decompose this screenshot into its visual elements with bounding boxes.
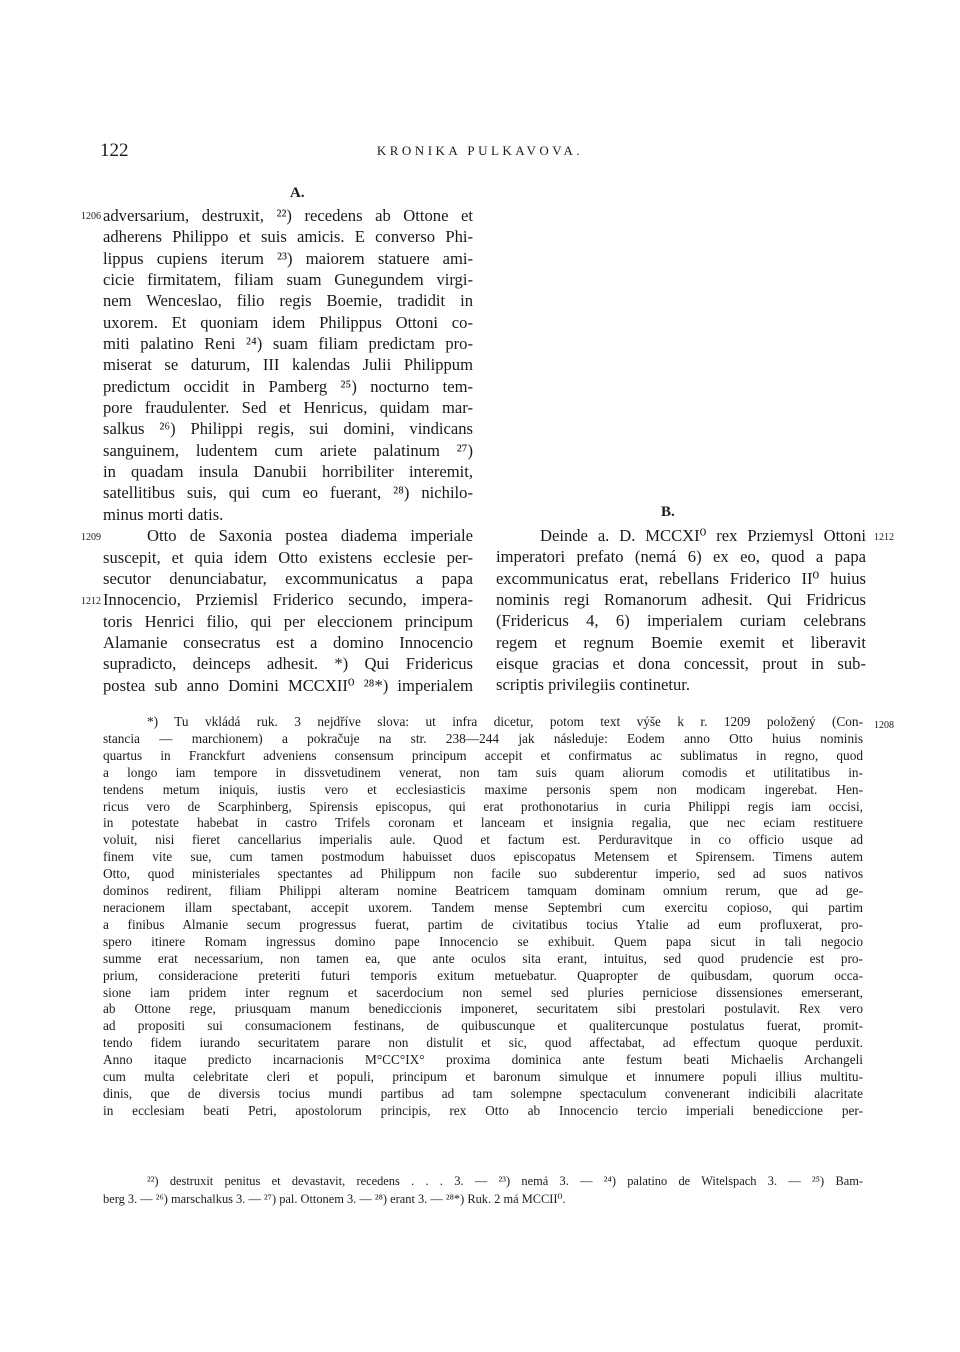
- note-line: ad propositi sui consumacionem festinans, de quibuscunque et qualitercunque postulatus fuerat, promit-: [103, 1018, 863, 1034]
- margin-year-1209: 1209: [81, 532, 101, 543]
- text-line: secutor denunciabatur, excommunicatus a papa: [103, 568, 473, 588]
- note-line: sione iam pridem inter regnum et sacerdocium non semel sed pluries perniciose dissensiones emerserant,: [103, 984, 863, 1000]
- column-b-text: [496, 525, 866, 696]
- note-line: cum multa celebritate cleri et populi, principum et baronum simulque et innumere populi illius multitu-: [103, 1069, 863, 1085]
- note-line: finem vite sue, cum tamen postmodum habuisset duos episcopatus Metensem et Spirensem. Timens autem: [103, 849, 863, 865]
- column-b-heading: B.: [661, 504, 675, 520]
- margin-year-1206: 1206: [81, 211, 101, 222]
- text-line: regem et regnum Boemie exemit et liberavit: [496, 632, 866, 652]
- text-line: Alamanie consecratus est a domino Innocencio: [103, 632, 473, 652]
- text-line: miti palatino Reni ²⁴) suam filiam predictam pro-: [103, 334, 473, 354]
- text-line: scriptis privilegiis continetur.: [496, 675, 691, 695]
- margin-year-1208: 1208: [874, 720, 894, 731]
- text-line: adherens Philippo et suis amicis. E converso Phi-: [103, 227, 473, 247]
- text-line: nominis regi Romanorum adhesit. Qui Fridricus: [496, 590, 866, 610]
- text-line: nem Wenceslao, filio regis Boemie, tradidit in: [103, 291, 473, 311]
- margin-year-1212-left: 1212: [81, 596, 101, 607]
- text-line: suscepit, et quia idem Otto existens ecclesie per-: [103, 547, 473, 567]
- text-line: postea sub anno Domini MCCXII⁰ ²⁸*) imperialem: [103, 675, 473, 695]
- note-line: quartus in Franckfurt adveniens consensum principum accepit et confirmatus ac sublimatus in regno, quod: [103, 747, 863, 763]
- variant-note: [103, 714, 863, 1120]
- note-line: dominos redirent, filiam Philippi alteram nomine Beatricem tamquam dominam omnium rerum, que ad ge-: [103, 883, 863, 899]
- text-line: Deinde a. D. MCCXI⁰ rex Prziemysl Ottoni: [540, 526, 866, 545]
- text-line: minus morti datis.: [103, 504, 224, 524]
- note-line: *) Tu vkládá ruk. 3 nejdříve slova: ut infra dicetur, potom text výše k r. 1209 položený (Con-: [147, 714, 863, 729]
- text-line: excommunicatus erat, rebellans Friderico II⁰ huius: [496, 568, 866, 588]
- text-line: imperatori prefato (nemá 6) ex eo, quod a papa: [496, 547, 866, 567]
- text-line: eisque gracias et dona concessit, prout in sub-: [496, 654, 866, 674]
- note-line: a finibus Almanie secum progressus fuerat, partim de civitatibus tocius Ytalie ad eum profluxerat, pro-: [103, 916, 863, 932]
- footnote-line: berg 3. — ²⁶) marschalkus 3. — ²⁷) pal. Ottonem 3. — ²⁸) erant 3. — ²⁸*) Ruk. 2 má MCCII⁰.: [103, 1192, 566, 1206]
- note-line: in potestate habebat in castro Trifels coronam et lanceam et insignia regalia, que nec eciam restituere: [103, 815, 863, 831]
- text-line: satellitibus suis, qui cum eo fuerant, ²⁸) nichilo-: [103, 483, 473, 503]
- text-line: Otto de Saxonia postea diadema imperiale: [147, 526, 473, 546]
- text-line: uxorem. Et quoniam idem Philippus Ottoni co-: [103, 312, 473, 332]
- text-line: (Fridericus 4, 6) imperialem curiam celebrans: [496, 611, 866, 631]
- note-line: tendens metum iniquis, iustis vero et ecclesiasticis maxime personis spem non modicam ingerebat. Hen-: [103, 781, 863, 797]
- note-line: ab Ottone rege, priusquam manum benediccionis imponeret, securitatem sibi prestolari postulavit. Rex vero: [103, 1001, 863, 1017]
- text-line: cicie firmitatem, filiam suam Gunegundem virgi-: [103, 270, 473, 290]
- margin-year-1212-right: 1212: [874, 532, 894, 543]
- running-title: KRONIKA PULKAVOVA.: [376, 143, 584, 158]
- note-line: dinis, que de diversis tocius mundi partibus ad tam solempne spectaculum convenerant indicibili alacritate: [103, 1085, 863, 1101]
- text-line: salkus ²⁶) Philippi regis, sui domini, vindicans: [103, 419, 473, 439]
- note-line: voluit, nisi fieret cancellarius imperialis aule. Quod et factum est. Perduravitque in co officio usque ad: [103, 832, 863, 848]
- note-line: spero itinere Romam ingressus domino pape Innocencio se exhibuit. Quem papa sicut in tali negocio: [103, 933, 863, 949]
- note-line: a longo iam tempore in dissvetudinem venerat, non tam suis quam aliorum comodis et utilitatibus in-: [103, 764, 863, 780]
- text-line: pore fraudulenter. Sed et Henricus, quidam mar-: [103, 398, 473, 418]
- footnote-line: ²²) destruxit penitus et devastavit, recedens . . . 3. — ²³) nemá 3. — ²⁴) palatino de Witelspach 3. — ²⁵) Bam-: [147, 1174, 863, 1188]
- note-line: Otto, quod ministeriales spectantes ad Philippum non facile suo subderentur imperio, sed ad suos nativos: [103, 866, 863, 882]
- page-number: 122: [100, 140, 129, 161]
- note-line: neracionem illam spectabant, accepit uxorem. Tandem mense Septembri cum exercitu copioso, qui partim: [103, 899, 863, 915]
- text-line: predictum occidit in Pamberg ²⁵) nocturno tem-: [103, 376, 473, 396]
- note-line: summe erat necessarium, non tamen ea, que ante oculos sita erant, intuitus, sed quod prudencie est pro-: [103, 950, 863, 966]
- note-line: prium, consideracione preteriti futuri temporis exitum metuebatur. Quapropter de quibusdam, quorum occa-: [103, 967, 863, 983]
- note-line: ricus vero de Scarphinberg, Spirensis episcopus, qui erat prothonotarius in curia Philippi regis iam occisi,: [103, 798, 863, 814]
- text-line: supradicto, deinceps adhesit. *) Qui Fridericus: [103, 654, 473, 674]
- text-line: adversarium, destruxit, ²²) recedens ab Ottone et: [103, 206, 473, 225]
- text-line: Innocencio, Prziemisl Friderico secundo, impera-: [103, 590, 473, 610]
- note-line: Anno itaque predicto incarnacionis M°CC°IX° proxima dominica ante festum beati Michaelis Archangeli: [103, 1052, 863, 1068]
- footnotes: [103, 1172, 863, 1208]
- column-a-text: [103, 205, 473, 696]
- text-line: sanguinem, ludentem cum ariete palatinum ²⁷): [103, 440, 473, 460]
- text-line: miserat se daturum, III kalendas Julii Philippum: [103, 355, 473, 375]
- note-line: tendo fidem iurando securitatem parare non distulit et sic, quod affectabat, ad effectum quoque perduxit.: [103, 1035, 863, 1051]
- text-line: toris Henrici filio, qui per eleccionem principum: [103, 611, 473, 631]
- note-line: stancia — marchionem) a pokračuje na str. 238—244 jak následuje: Eodem anno Otto huius nominis: [103, 730, 863, 746]
- column-a-heading: A.: [290, 185, 305, 201]
- text-line: in quadam insula Danubii horribiliter interemit,: [103, 462, 473, 482]
- text-line: lippus cupiens iterum ²³) maiorem statuere ami-: [103, 248, 473, 268]
- note-line: in ecclesiam beati Petri, apostolorum principis, rex Otto ab Innocencio tercio imperiali benediccione per-: [103, 1102, 863, 1118]
